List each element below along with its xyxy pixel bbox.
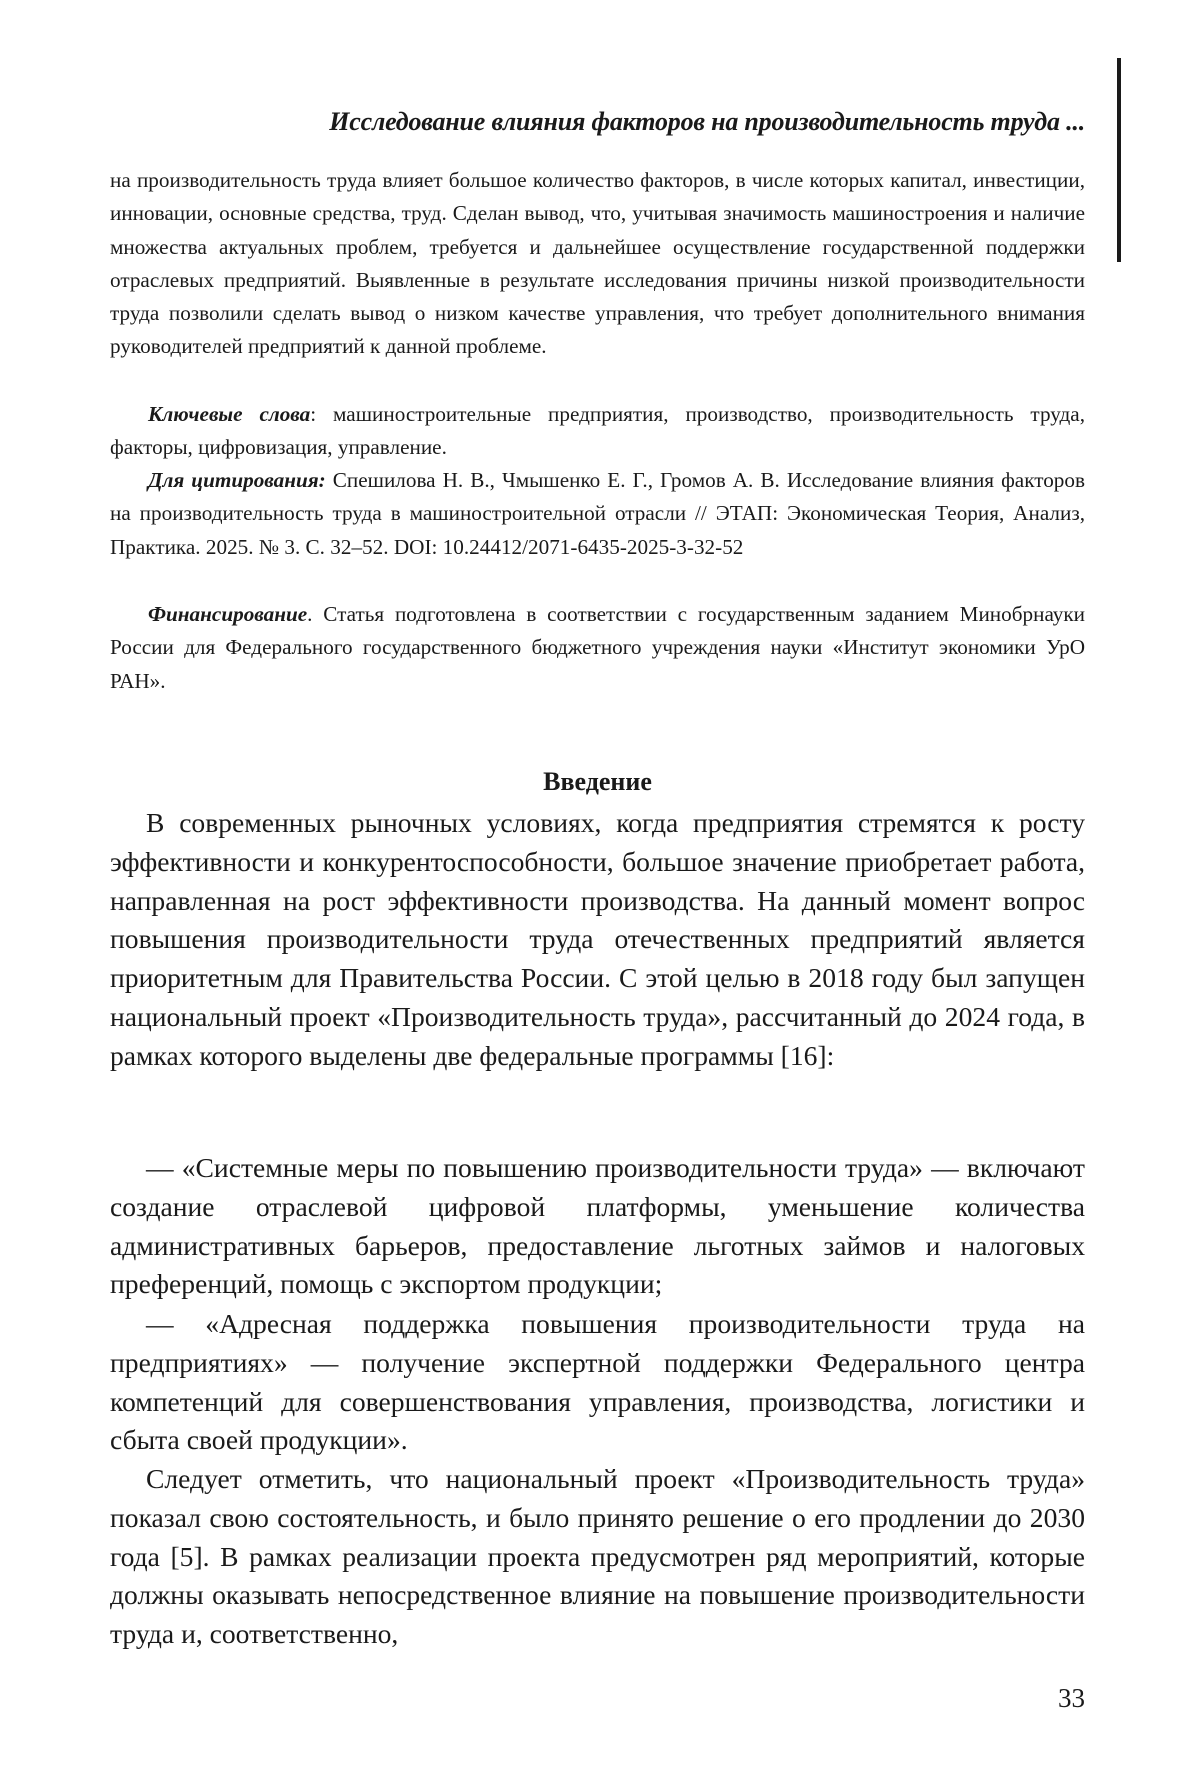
abstract-text: на производительность труда влияет большое количество факторов, в числе которых капитал, инвестиции, инновации, основные средства, труд. Сделан вывод, что, учитывая значимость машиностроения и наличие множества актуальных проблем, требуется и дальнейшее осуществление государственной поддержки отраслевых предприятий. Выявленные в результате исследования причины низкой производительности труда позволили сделать вывод о низком качестве управления, что требует дополнительного внимания руководителей предприятий к данной проблеме.: [110, 168, 1085, 359]
list-item: — «Системные меры по повышению производительности труда» — включают создание отраслевой цифровой платформы, уменьшение количества административных барьеров, предоставление льготных займов и налоговых преференций, помощь с экспортом продукции;: [110, 1152, 1085, 1300]
intro-paragraph: В современных рыночных условиях, когда предприятия стремятся к росту эффективности и конкурентоспособности, большое значение приобретает работа, направленная на рост эффективности производства. На данный момент вопрос повышения производительности труда отечественных предприятий является приоритетным для Правительства России. С этой целью в 2018 году был запущен национальный проект «Производительность труда», рассчитанный до 2024 года, в рамках которого выделены две федеральные программы [16]:: [110, 807, 1085, 1071]
funding-text: . Статья подготовлена в соответствии с государственным заданием Минобрнауки России для Федерального государственного бюджетного учреждения науки «Институт экономики УрО РАН».: [110, 602, 1085, 693]
keywords-label: Ключевые слова: [148, 402, 311, 426]
running-header: Исследование влияния факторов на производительность труда ...: [329, 107, 1085, 136]
citation-label: Для цитирования:: [148, 468, 326, 492]
section-heading: Введение: [543, 767, 652, 796]
citation-paragraph: [110, 464, 1085, 564]
keywords-paragraph: [110, 398, 1085, 465]
keywords-text: : машиностроительные предприятия, производство, производительность труда, факторы, цифровизация, управление.: [110, 402, 1085, 460]
citation-text: Спешилова Н. В., Чмышенко Е. Г., Громов А. В. Исследование влияния факторов на производительность труда в машиностроительной отрасли // ЭТАП: Экономическая Теория, Анализ, Практика. 2025. № 3. С. 32–52. DOI: 10.24412/2071-6435-2025-3-32-52: [110, 468, 1085, 559]
funding-label: Финансирование: [148, 602, 308, 626]
list-item: — «Адресная поддержка повышения производительности труда на предприятиях» — получение экспертной поддержки Федерального центра компетенций для совершенствования управления, производства, логистики и сбыта своей продукции».: [110, 1308, 1085, 1456]
funding-paragraph: [110, 598, 1085, 698]
closing-paragraph: Следует отметить, что национальный проект «Производительность труда» показал свою состоятельность, и было принято решение о его продлении до 2030 года [5]. В рамках реализации проекта предусмотрен ряд мероприятий, которые должны оказывать непосредственное влияние на повышение производительности труда и, соответственно,: [110, 1463, 1085, 1650]
page-number: 33: [1058, 1683, 1085, 1713]
page-edge-marker: [1117, 58, 1121, 262]
